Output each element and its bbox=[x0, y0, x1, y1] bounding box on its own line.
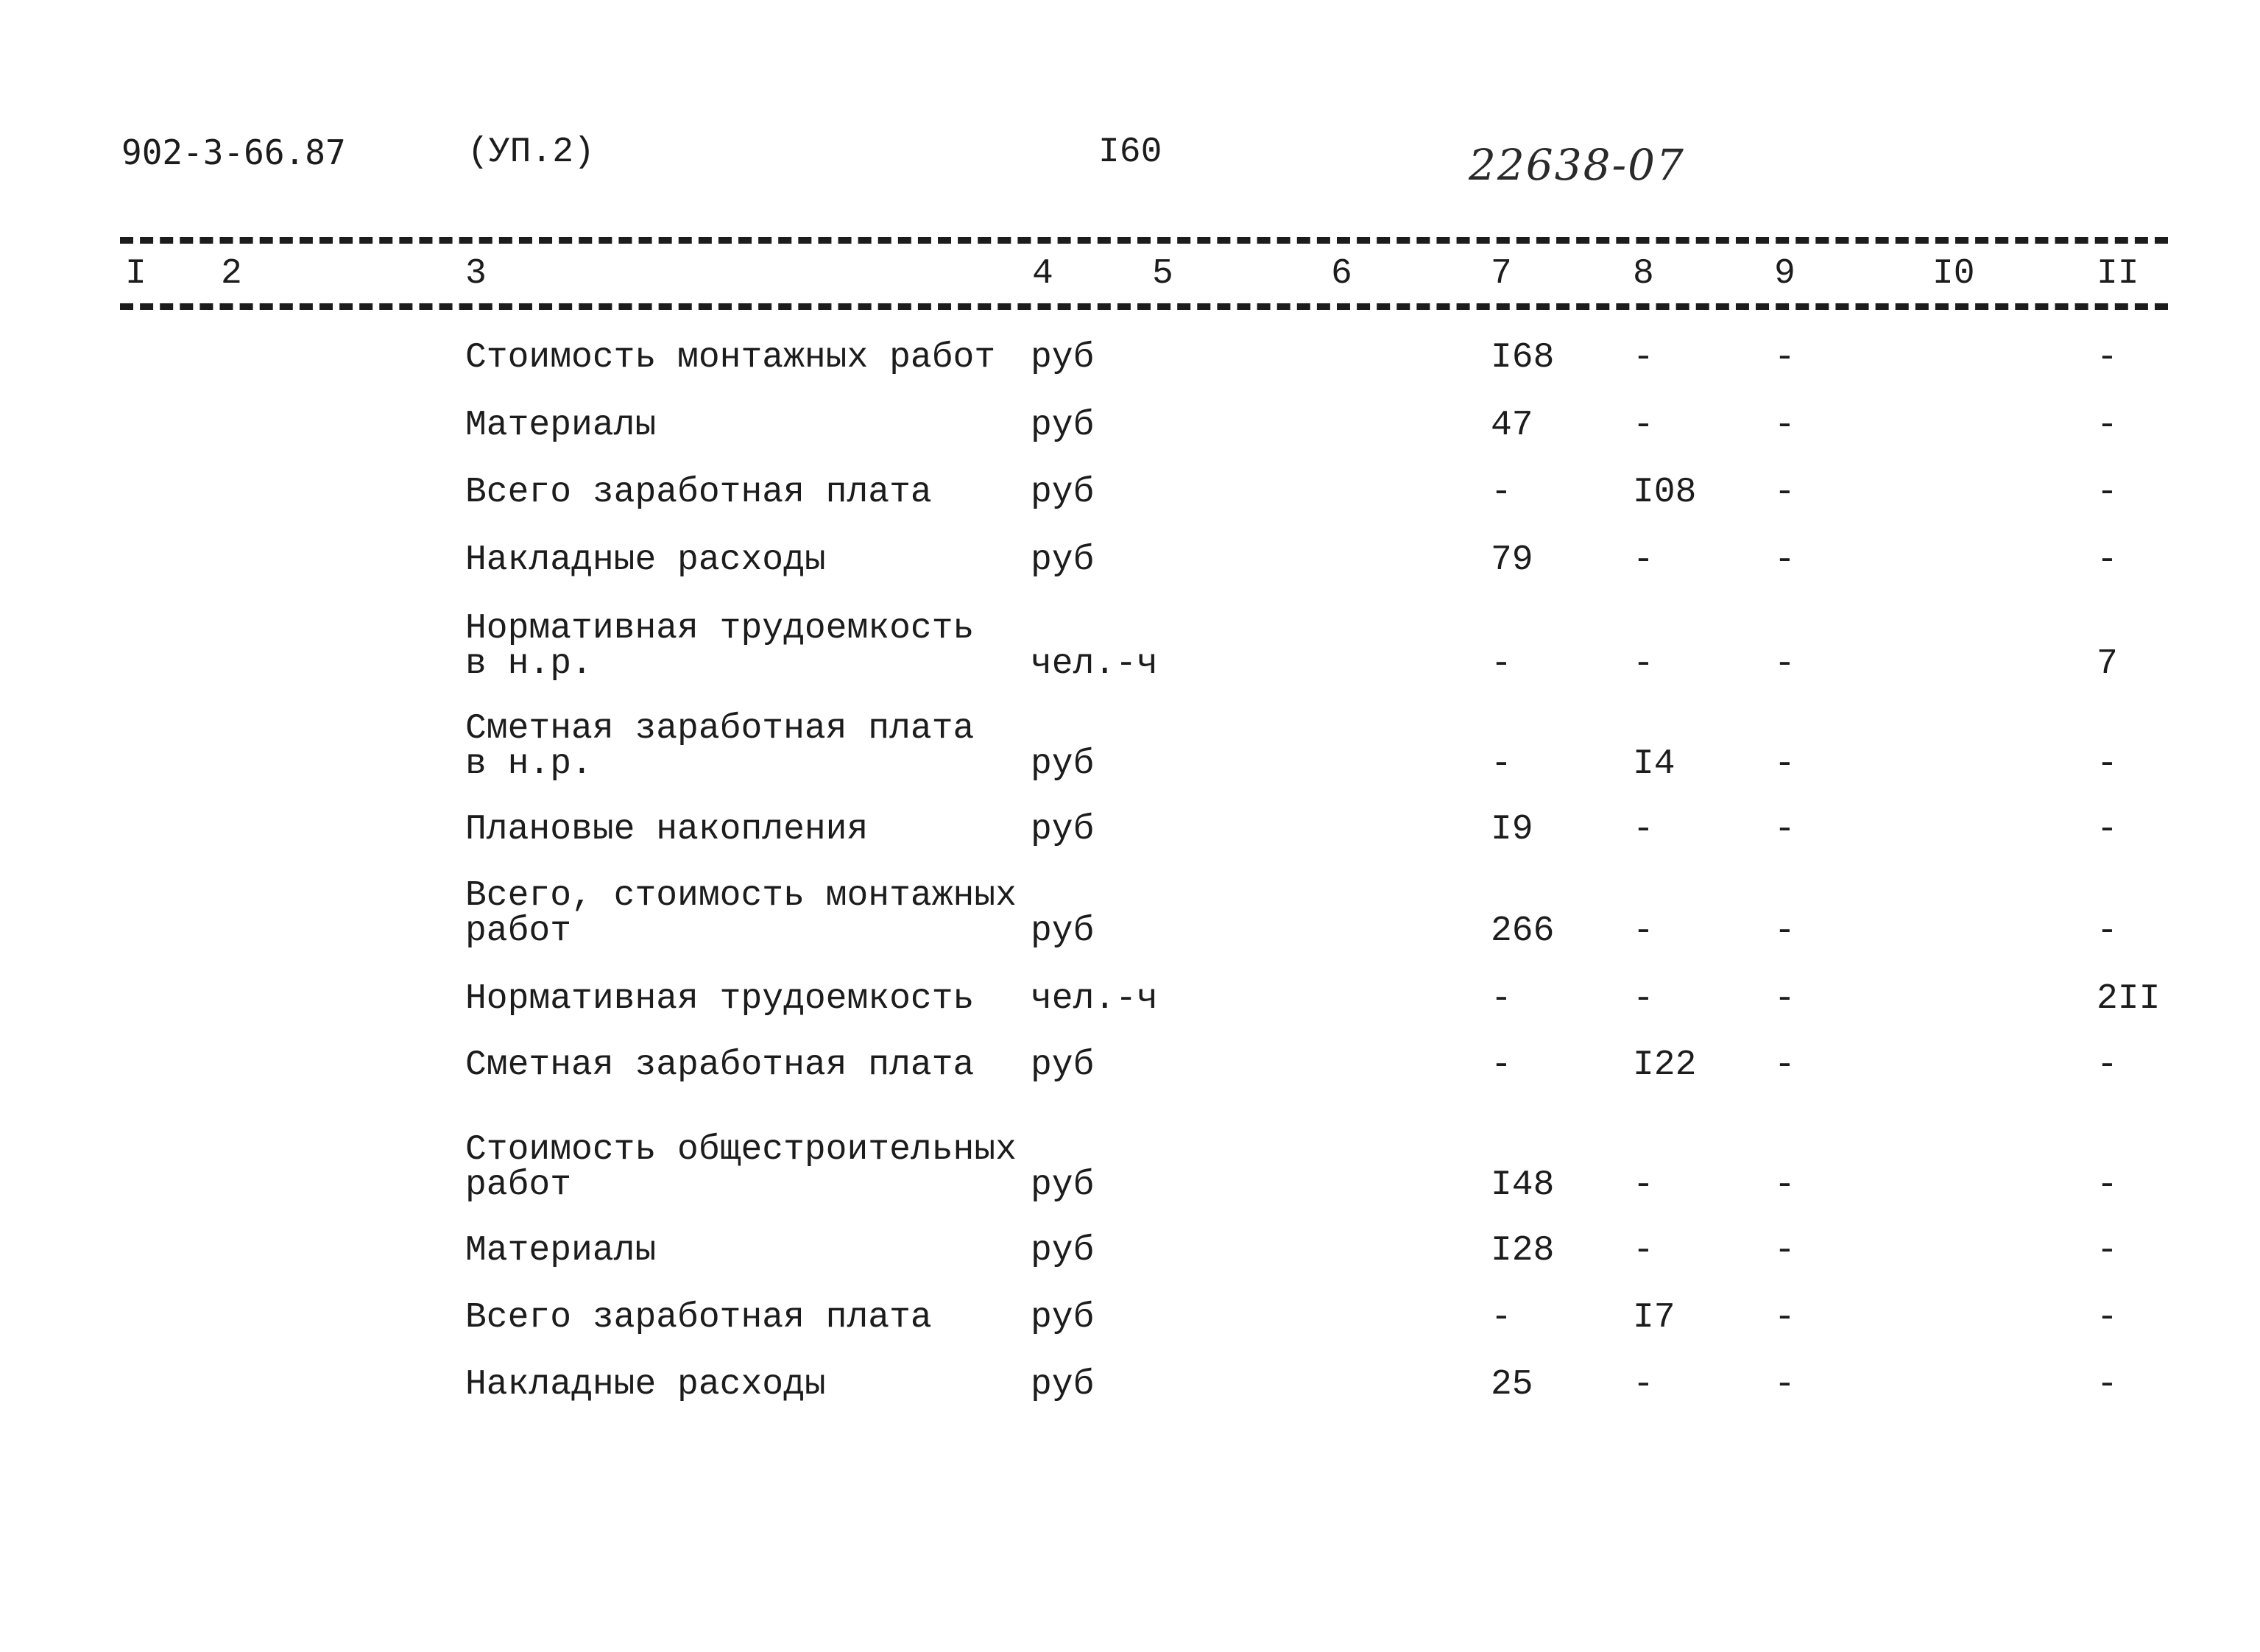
handwritten-document-number: 22638-07 bbox=[1469, 140, 1685, 190]
row-description-line2: работ bbox=[465, 1165, 572, 1205]
row-value-col11: - bbox=[2097, 1298, 2118, 1338]
row-description: Всего, стоимость монтажных bbox=[465, 876, 1017, 916]
row-value-col9: - bbox=[1774, 979, 1795, 1019]
row-value-col9: - bbox=[1774, 406, 1795, 445]
row-description-line2: в н.р. bbox=[465, 744, 593, 784]
row-value-col7: 266 bbox=[1491, 911, 1555, 951]
row-value-col8: - bbox=[1633, 911, 1654, 951]
row-value-col9: - bbox=[1774, 1045, 1795, 1085]
row-value-col7: 47 bbox=[1491, 406, 1533, 445]
row-value-col11: - bbox=[2097, 911, 2118, 951]
row-description: Всего заработная плата bbox=[465, 1298, 932, 1338]
row-value-col8: I7 bbox=[1633, 1298, 1675, 1338]
row-unit: руб bbox=[1031, 406, 1095, 445]
column-number-4: 4 bbox=[1032, 254, 1053, 294]
row-value-col8: - bbox=[1633, 1165, 1654, 1205]
row-value-col8: I08 bbox=[1633, 473, 1697, 512]
column-header-top-rule bbox=[120, 237, 2168, 244]
row-value-col8: - bbox=[1633, 1365, 1654, 1405]
row-value-col9: - bbox=[1774, 1231, 1795, 1271]
column-number-2: 2 bbox=[221, 254, 242, 294]
column-number-11: II bbox=[2097, 254, 2139, 294]
row-unit: руб bbox=[1031, 1045, 1095, 1085]
row-value-col9: - bbox=[1774, 1165, 1795, 1205]
row-description-line2: работ bbox=[465, 911, 572, 951]
row-unit: руб bbox=[1031, 338, 1095, 378]
row-value-col8: - bbox=[1633, 644, 1654, 684]
section-label: (УП.2) bbox=[467, 133, 595, 172]
row-value-col8: - bbox=[1633, 406, 1654, 445]
row-description: Сметная заработная плата bbox=[465, 709, 975, 749]
row-value-col9: - bbox=[1774, 338, 1795, 378]
row-description: Нормативная трудоемкость bbox=[465, 979, 975, 1019]
page-number: I60 bbox=[1098, 133, 1162, 172]
row-unit: чел.-ч bbox=[1031, 979, 1158, 1019]
row-value-col8: - bbox=[1633, 979, 1654, 1019]
row-unit: руб bbox=[1031, 810, 1095, 850]
column-number-9: 9 bbox=[1774, 254, 1795, 294]
column-number-6: 6 bbox=[1331, 254, 1352, 294]
row-value-col8: - bbox=[1633, 810, 1654, 850]
row-value-col8: - bbox=[1633, 540, 1654, 580]
row-description: Накладные расходы bbox=[465, 540, 826, 580]
row-value-col11: - bbox=[2097, 406, 2118, 445]
row-value-col9: - bbox=[1774, 911, 1795, 951]
row-description: Накладные расходы bbox=[465, 1365, 826, 1405]
row-description: Стоимость монтажных работ bbox=[465, 338, 996, 378]
row-value-col9: - bbox=[1774, 1298, 1795, 1338]
row-value-col7: - bbox=[1491, 644, 1512, 684]
row-unit: руб bbox=[1031, 1298, 1095, 1338]
row-value-col11: - bbox=[2097, 338, 2118, 378]
row-value-col9: - bbox=[1774, 810, 1795, 850]
row-description: Сметная заработная плата bbox=[465, 1045, 975, 1085]
column-number-10: I0 bbox=[1932, 254, 1975, 294]
row-value-col7: I68 bbox=[1491, 338, 1555, 378]
row-unit: руб bbox=[1031, 1165, 1095, 1205]
row-value-col11: - bbox=[2097, 1165, 2118, 1205]
row-description: Стоимость общестроительных bbox=[465, 1130, 1017, 1170]
row-value-col11: 2II bbox=[2097, 979, 2161, 1019]
row-unit: чел.-ч bbox=[1031, 644, 1158, 684]
row-unit: руб bbox=[1031, 1365, 1095, 1405]
row-value-col7: 25 bbox=[1491, 1365, 1533, 1405]
row-value-col11: - bbox=[2097, 473, 2118, 512]
row-description: Материалы bbox=[465, 406, 657, 445]
row-value-col9: - bbox=[1774, 644, 1795, 684]
row-description: Нормативная трудоемкость bbox=[465, 609, 975, 649]
row-value-col11: - bbox=[2097, 1231, 2118, 1271]
row-description: Плановые накопления bbox=[465, 810, 869, 850]
row-value-col7: I9 bbox=[1491, 810, 1533, 850]
row-value-col11: - bbox=[2097, 744, 2118, 784]
column-number-5: 5 bbox=[1152, 254, 1173, 294]
row-value-col9: - bbox=[1774, 1365, 1795, 1405]
document-code: 902-3-66.87 bbox=[121, 133, 346, 172]
column-number-7: 7 bbox=[1491, 254, 1512, 294]
row-unit: руб bbox=[1031, 540, 1095, 580]
row-value-col11: - bbox=[2097, 540, 2118, 580]
row-value-col8: - bbox=[1633, 1231, 1654, 1271]
row-value-col9: - bbox=[1774, 744, 1795, 784]
row-value-col11: - bbox=[2097, 1045, 2118, 1085]
row-value-col7: I28 bbox=[1491, 1231, 1555, 1271]
row-value-col11: - bbox=[2097, 1365, 2118, 1405]
row-value-col9: - bbox=[1774, 473, 1795, 512]
row-unit: руб bbox=[1031, 744, 1095, 784]
column-number-1: I bbox=[125, 254, 146, 294]
row-unit: руб bbox=[1031, 911, 1095, 951]
row-description: Всего заработная плата bbox=[465, 473, 932, 512]
row-value-col11: 7 bbox=[2097, 644, 2118, 684]
row-value-col9: - bbox=[1774, 540, 1795, 580]
row-unit: руб bbox=[1031, 473, 1095, 512]
row-value-col7: - bbox=[1491, 979, 1512, 1019]
row-value-col7: - bbox=[1491, 744, 1512, 784]
row-description-line2: в н.р. bbox=[465, 644, 593, 684]
row-description: Материалы bbox=[465, 1231, 657, 1271]
column-number-3: 3 bbox=[465, 254, 487, 294]
row-value-col7: - bbox=[1491, 473, 1512, 512]
row-value-col11: - bbox=[2097, 810, 2118, 850]
row-value-col8: - bbox=[1633, 338, 1654, 378]
column-header-bottom-rule bbox=[120, 303, 2168, 310]
row-value-col8: I4 bbox=[1633, 744, 1675, 784]
column-number-8: 8 bbox=[1633, 254, 1654, 294]
row-value-col8: I22 bbox=[1633, 1045, 1697, 1085]
row-unit: руб bbox=[1031, 1231, 1095, 1271]
row-value-col7: - bbox=[1491, 1045, 1512, 1085]
row-value-col7: I48 bbox=[1491, 1165, 1555, 1205]
row-value-col7: 79 bbox=[1491, 540, 1533, 580]
row-value-col7: - bbox=[1491, 1298, 1512, 1338]
